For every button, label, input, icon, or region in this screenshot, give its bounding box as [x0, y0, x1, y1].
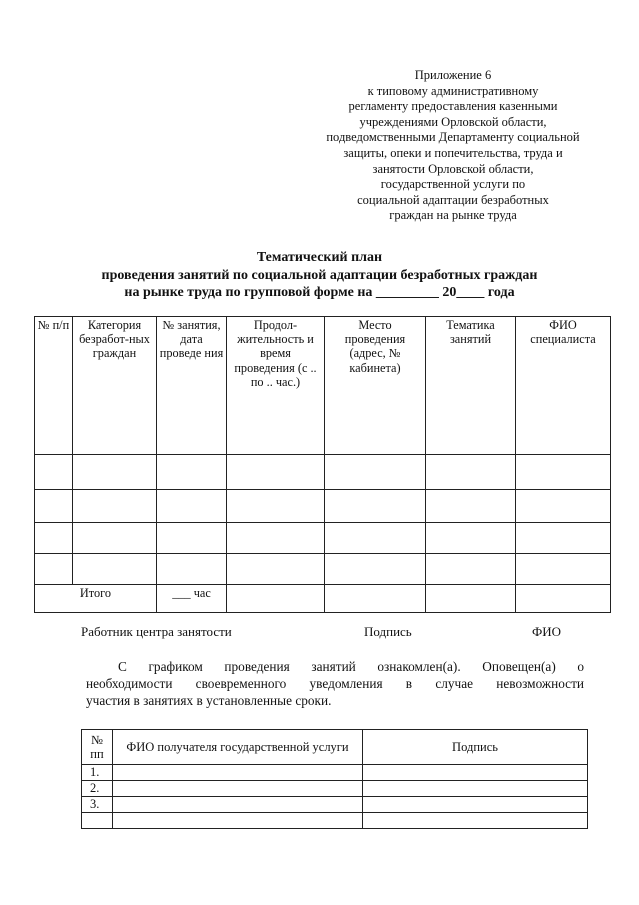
- table-cell: [157, 490, 227, 523]
- table-cell: [426, 585, 516, 613]
- table-cell: [426, 523, 516, 554]
- table-cell: [227, 490, 325, 523]
- appendix-line: учреждениями Орловской области,: [359, 114, 547, 129]
- plan-empty-row: [35, 523, 611, 554]
- notice-line: необходимости своевременного уведомления в случае невозможности: [86, 676, 584, 691]
- table-cell: [426, 455, 516, 490]
- plan-header-cell: Категория безработ-ных граждан: [73, 317, 157, 455]
- table-cell: [363, 797, 588, 813]
- table-cell: [227, 455, 325, 490]
- thematic-plan-table: [34, 316, 611, 613]
- table-cell: [325, 490, 426, 523]
- table-cell: [516, 490, 611, 523]
- total-label: Итого: [35, 585, 157, 613]
- table-cell: [363, 781, 588, 797]
- appendix-line: Приложение 6: [414, 68, 492, 82]
- table-cell: [363, 813, 588, 829]
- worker-label: Работник центра занятости: [81, 624, 232, 639]
- table-cell: [35, 490, 73, 523]
- document-title: [30, 249, 609, 302]
- plan-header-cell: Место проведения (адрес, № кабинета): [325, 317, 426, 455]
- appendix-line: регламенту предоставления казенными: [348, 99, 558, 114]
- table-cell: [113, 781, 363, 797]
- plan-header-cell: № п/п: [35, 317, 73, 455]
- table-cell: [516, 455, 611, 490]
- notice-line: участия в занятиях в установленные сроки.: [86, 693, 332, 708]
- plan-empty-row: [35, 455, 611, 490]
- plan-header-cell: № занятия, дата проведе ния: [157, 317, 227, 455]
- ack-row: [82, 781, 588, 797]
- table-cell: [325, 585, 426, 613]
- plan-total-row: [35, 585, 611, 613]
- ack-row: [82, 765, 588, 781]
- table-cell: [73, 490, 157, 523]
- table-cell: [157, 455, 227, 490]
- ack-row-number: 1.: [82, 765, 113, 781]
- signature-label: Подпись: [364, 624, 412, 639]
- appendix-line: подведомственными Департаменту социальной: [326, 130, 580, 145]
- table-cell: [426, 554, 516, 585]
- acknowledgement-table: [81, 729, 588, 829]
- table-cell: [363, 765, 588, 781]
- plan-header-cell: Продол-жительность и время проведения (с .. по .. час.): [227, 317, 325, 455]
- table-cell: [325, 554, 426, 585]
- table-cell: [426, 490, 516, 523]
- table-cell: [35, 554, 73, 585]
- ack-header-row: [82, 730, 588, 765]
- plan-header-row: [35, 317, 611, 455]
- table-cell: [227, 554, 325, 585]
- ack-row-number: 2.: [82, 781, 113, 797]
- appendix-line: занятости Орловской области,: [372, 161, 534, 176]
- table-cell: [113, 765, 363, 781]
- total-hours: ___ час: [157, 585, 227, 613]
- ack-row: [82, 797, 588, 813]
- appendix-block: [300, 68, 606, 224]
- table-cell: [113, 797, 363, 813]
- ack-header-cell: № пп: [82, 730, 113, 765]
- ack-row: [82, 813, 588, 829]
- title-line-2: проведения занятий по социальной адаптации безработных граждан: [101, 267, 538, 283]
- appendix-line: граждан на рынке труда: [389, 208, 517, 223]
- title-line-3: на рынке труда по групповой форме на _________ 20____ года: [124, 285, 515, 300]
- plan-empty-row: [35, 490, 611, 523]
- title-line-1: Тематический план: [256, 250, 383, 265]
- ack-header-cell: Подпись: [363, 730, 588, 765]
- appendix-line: защиты, опеки и попечительства, труда и: [343, 145, 563, 160]
- ack-row-number: 3.: [82, 797, 113, 813]
- table-cell: [35, 523, 73, 554]
- fio-label: ФИО: [532, 624, 562, 639]
- table-cell: [73, 455, 157, 490]
- table-cell: [516, 554, 611, 585]
- plan-header-cell: Тематика занятий: [426, 317, 516, 455]
- table-cell: [227, 523, 325, 554]
- table-cell: [227, 585, 325, 613]
- appendix-line: государственной услуги по: [380, 177, 526, 192]
- table-cell: [516, 523, 611, 554]
- table-cell: [73, 523, 157, 554]
- table-cell: [325, 455, 426, 490]
- plan-empty-row: [35, 554, 611, 585]
- table-cell: [157, 523, 227, 554]
- table-cell: [516, 585, 611, 613]
- notice-paragraph: [86, 658, 584, 709]
- table-cell: [35, 455, 73, 490]
- ack-row-number: [82, 813, 113, 829]
- appendix-line: социальной адаптации безработных: [357, 192, 549, 207]
- appendix-line: к типовому административному: [367, 83, 539, 98]
- plan-header-cell: ФИО специалиста: [516, 317, 611, 455]
- notice-line: С графиком проведения занятий ознакомлен(а). Оповещен(а) о: [118, 659, 584, 674]
- table-cell: [73, 554, 157, 585]
- table-cell: [157, 554, 227, 585]
- table-cell: [325, 523, 426, 554]
- table-cell: [113, 813, 363, 829]
- ack-header-cell: ФИО получателя государственной услуги: [113, 730, 363, 765]
